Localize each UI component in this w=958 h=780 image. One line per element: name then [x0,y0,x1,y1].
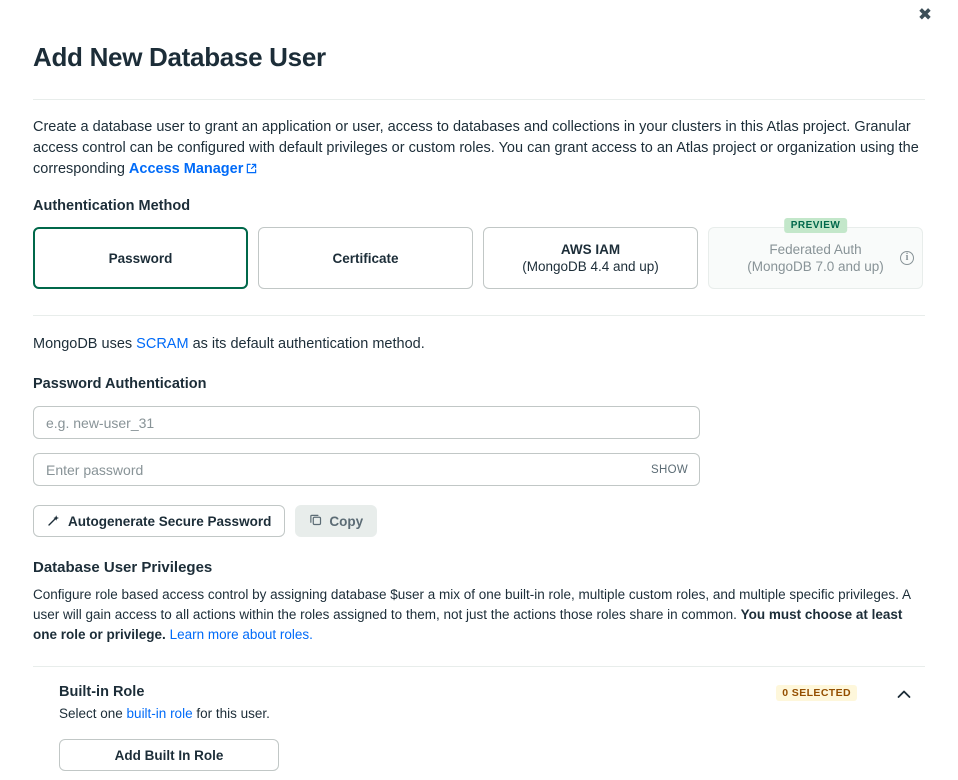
show-password-button[interactable]: SHOW [651,463,688,476]
builtin-role-subtitle-prefix: Select one [59,706,127,721]
add-built-in-role-button[interactable]: Add Built In Role [59,739,279,771]
learn-more-roles-label: Learn more about roles. [169,627,313,642]
auth-option-federated-auth-label: Federated Auth [769,242,862,257]
privileges-divider [33,666,925,667]
access-manager-link-label: Access Manager [128,161,244,177]
auth-option-federated-auth-sublabel: (MongoDB 7.0 and up) [747,259,884,274]
scram-note [33,336,925,352]
info-icon[interactable]: i [900,251,914,265]
auth-option-aws-iam-label: AWS IAM [560,242,621,257]
wand-icon [47,513,61,530]
authentication-method-options [33,220,925,289]
password-authentication-heading: Password Authentication [33,376,207,392]
access-manager-link[interactable] [129,161,243,177]
privileges-description-text: Configure role based access control by assigning database $user a mix of one built-in role, multiple custom roles, and multiple specific privileges. A user will gain access to all actions within the roles assigned to them, not just the actions those roles share in common. [33,587,911,622]
builtin-role-link-label: built-in role [126,706,193,721]
auth-option-federated-auth[interactable] [708,220,923,289]
authentication-method-heading: Authentication Method [33,198,191,214]
database-user-privileges-heading: Database User Privileges [33,559,213,576]
copy-password-button[interactable] [295,505,377,537]
username-input[interactable] [33,406,700,439]
auth-option-certificate[interactable] [258,227,473,289]
password-input[interactable] [33,453,700,486]
password-actions [33,505,925,537]
scram-link-label: SCRAM [136,336,189,352]
privileges-description [33,585,923,645]
autogenerate-password-label: Autogenerate Secure Password [68,513,272,529]
builtin-role-subtitle-suffix: for this user. [192,706,270,721]
dialog-content [0,42,958,771]
dialog-description [33,117,923,180]
builtin-role-title: Built-in Role [59,684,145,700]
auth-option-password-label: Password [108,250,173,266]
close-icon[interactable]: ✖ [914,4,936,26]
auth-option-certificate-label: Certificate [332,250,399,266]
scram-link[interactable] [136,336,188,352]
scram-note-prefix: MongoDB uses [33,336,137,352]
auth-option-aws-iam[interactable] [483,227,698,289]
password-field-wrapper [33,453,700,486]
copy-icon [309,513,322,529]
preview-badge: PREVIEW [784,218,848,233]
builtin-role-subtitle [59,706,925,721]
scram-note-suffix: as its default authentication method. [188,336,425,352]
builtin-role-link[interactable] [127,706,193,721]
title-divider [33,99,925,100]
learn-more-roles-link[interactable] [170,627,313,642]
status-badge: 0 SELECTED [776,685,857,701]
builtin-role-section [59,684,925,771]
auth-option-aws-iam-sublabel: (MongoDB 4.4 and up) [522,259,659,274]
page-title: Add New Database User [33,42,326,72]
privileges-description-bold: You must choose at least one role or privilege. [33,607,903,642]
auth-divider [33,315,925,316]
copy-password-label: Copy [329,513,364,529]
external-link-icon [246,160,257,171]
autogenerate-password-button[interactable] [33,505,285,537]
chevron-up-icon[interactable] [893,684,915,706]
dialog-description-text: Create a database user to grant an application or user, access to databases and collections in your clusters in this Atlas project. Granular access control can be configured with default privileges or custom roles. You can grant access to an Atlas project or organization using the corresponding [33,119,919,177]
auth-option-password[interactable] [33,227,248,289]
